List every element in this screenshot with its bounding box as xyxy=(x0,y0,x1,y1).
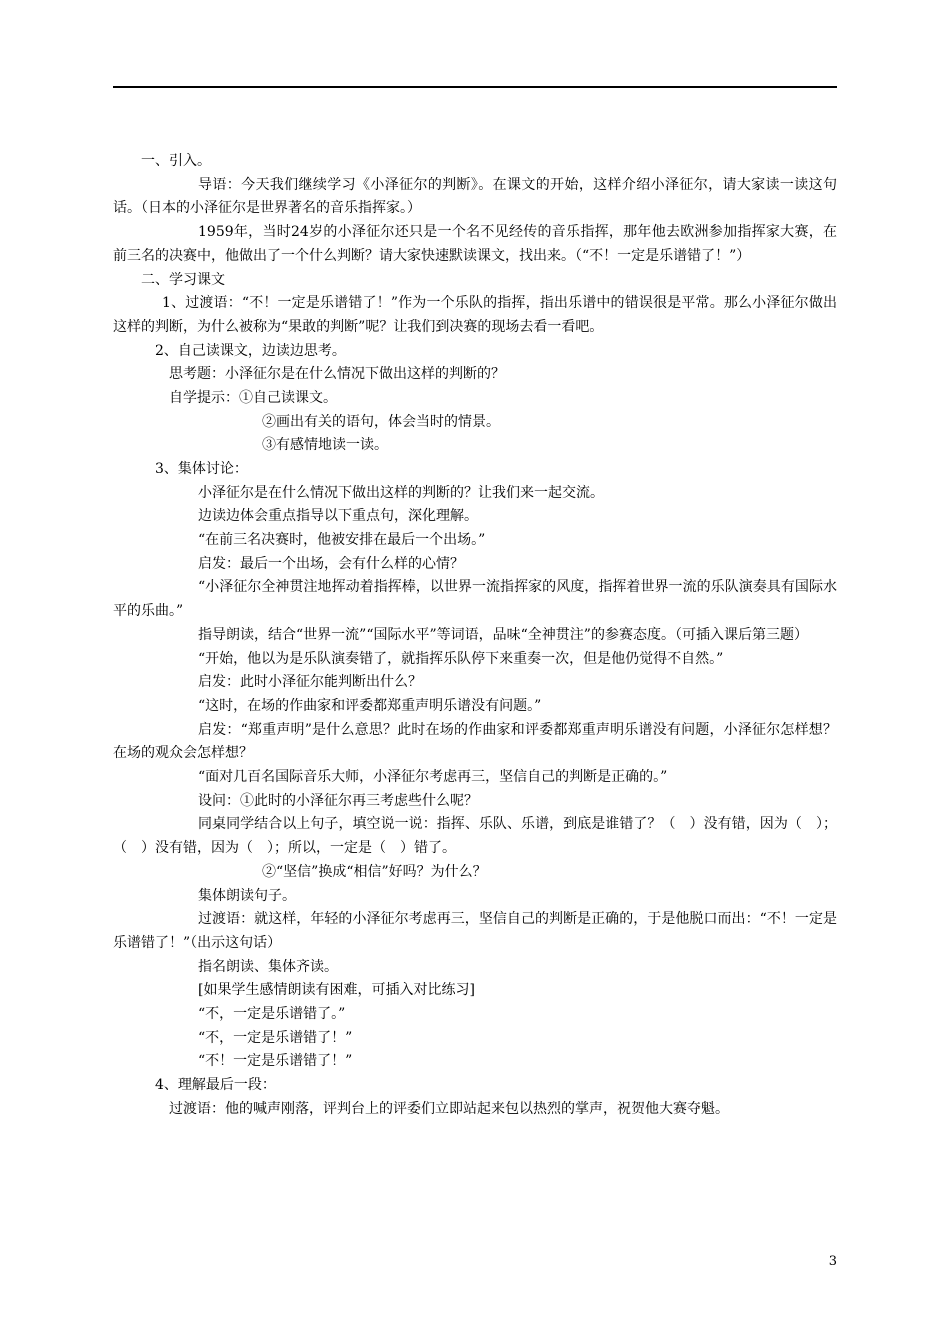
prompt-declare-meaning: 启发：“郑重声明”是什么意思？此时在场的作曲家和评委都郑重声明乐谱没有问题，小泽征尔怎样想？在场的观众会怎样想？ xyxy=(113,721,837,762)
contrast-line-1: “不，一定是乐谱错了。” xyxy=(198,1005,346,1022)
paragraph-final-transition: 过渡语：他的喊声刚落，评判台上的评委们立即站起来包以热烈的掌声，祝贺他大赛夺魁。 xyxy=(169,1100,729,1117)
step-2-heading: 2、自己读课文，边读边思考。 xyxy=(155,342,346,359)
document-body xyxy=(113,150,837,1121)
quote-first-attempt: “开始，他以为是乐队演奏错了，就指挥乐队停下来重奏一次，但是他仍觉得不自然。” xyxy=(198,650,724,667)
paragraph-lead-in: 导语：今天我们继续学习《小泽征尔的判断》。在课文的开始，这样介绍小泽征尔，请大家读一读这句话。（日本的小泽征尔是世界著名的音乐指挥家。） xyxy=(113,176,837,217)
fill-in-blank-exercise: 同桌同学结合以上句子，填空说一说：指挥、乐队、乐谱，到底是谁错了？（ ）没有错，因为（ ）；（ ）没有错，因为（ ）；所以，一定是（ ）错了。 xyxy=(113,816,837,857)
step-4-heading: 4、理解最后一段： xyxy=(155,1077,276,1094)
group-reading: 集体朗读句子。 xyxy=(198,887,296,904)
prompt-judgement: 启发：此时小泽征尔能判断出什么？ xyxy=(198,674,422,691)
discussion-line-1: 小泽征尔是在什么情况下做出这样的判断的？让我们来一起交流。 xyxy=(198,484,604,501)
paragraph-1959: 1959年，当时24岁的小泽征尔还只是一个名不见经传的音乐指挥，那年他去欧洲参加指挥家大赛，在前三名的决赛中，他做出了一个什么判断？请大家快速默读课文，找出来。（“不！一定是乐谱错了！”） xyxy=(113,224,837,264)
contrast-line-2: “不，一定是乐谱错了！” xyxy=(198,1029,353,1046)
quote-final-slot: “在前三名决赛时，他被安排在最后一个出场。” xyxy=(198,532,486,549)
paragraph-transition-1: 1、过渡语：“不！一定是乐谱错了！”作为一个乐队的指挥，指出乐谱中的错误很是平常。那么小泽征尔做出这样的判断，为什么被称为“果敢的判断”呢？让我们到决赛的现场去看一看吧。 xyxy=(113,295,837,335)
guided-reading-note: 指导朗读，结合“世界一流”“国际水平”等词语，品味“全神贯注”的参赛态度。（可插入课后第三题） xyxy=(198,626,808,643)
page-number: 3 xyxy=(828,1254,837,1269)
reading-instruction: 指名朗读、集体齐读。 xyxy=(198,958,338,975)
question-line: 思考题：小泽征尔是在什么情况下做出这样的判断的？ xyxy=(169,366,505,383)
question-word-choice: ②“坚信”换成“相信”好吗？为什么？ xyxy=(262,863,487,880)
quote-judges-declare: “这时，在场的作曲家和评委都郑重声明乐谱没有问题。” xyxy=(198,697,542,714)
discussion-line-2: 边读边体会重点指导以下重点句，深化理解。 xyxy=(198,508,478,525)
contrast-practice-note: [如果学生感情朗读有困难，可插入对比练习] xyxy=(198,982,475,999)
self-study-hint-2: ②画出有关的语句，体会当时的情景。 xyxy=(262,413,500,430)
self-study-hint-1: 自学提示：①自己读课文。 xyxy=(169,389,337,406)
section-heading-intro: 一、引入。 xyxy=(141,153,211,169)
self-study-hint-3: ③有感情地读一读。 xyxy=(262,437,388,454)
question-consider: 设问：①此时的小泽征尔再三考虑些什么呢？ xyxy=(198,792,478,809)
quote-facing-masters: “面对几百名国际音乐大师，小泽征尔考虑再三，坚信自己的判断是正确的。” xyxy=(198,769,668,786)
prompt-mood: 启发：最后一个出场，会有什么样的心情？ xyxy=(198,555,464,572)
paragraph-transition-2: 过渡语：就这样，年轻的小泽征尔考虑再三，坚信自己的判断是正确的，于是他脱口而出：“不！一定是乐谱错了！”（出示这句话） xyxy=(113,911,837,951)
header-rule xyxy=(113,86,837,88)
contrast-line-3: “不！一定是乐谱错了！” xyxy=(198,1053,353,1070)
section-heading-study: 二、学习课文 xyxy=(141,271,225,288)
step-3-heading: 3、集体讨论： xyxy=(155,461,248,478)
quote-conducting: “小泽征尔全神贯注地挥动着指挥棒，以世界一流指挥家的风度，指挥着世界一流的乐队演奏具有国际水平的乐曲。” xyxy=(113,579,837,620)
